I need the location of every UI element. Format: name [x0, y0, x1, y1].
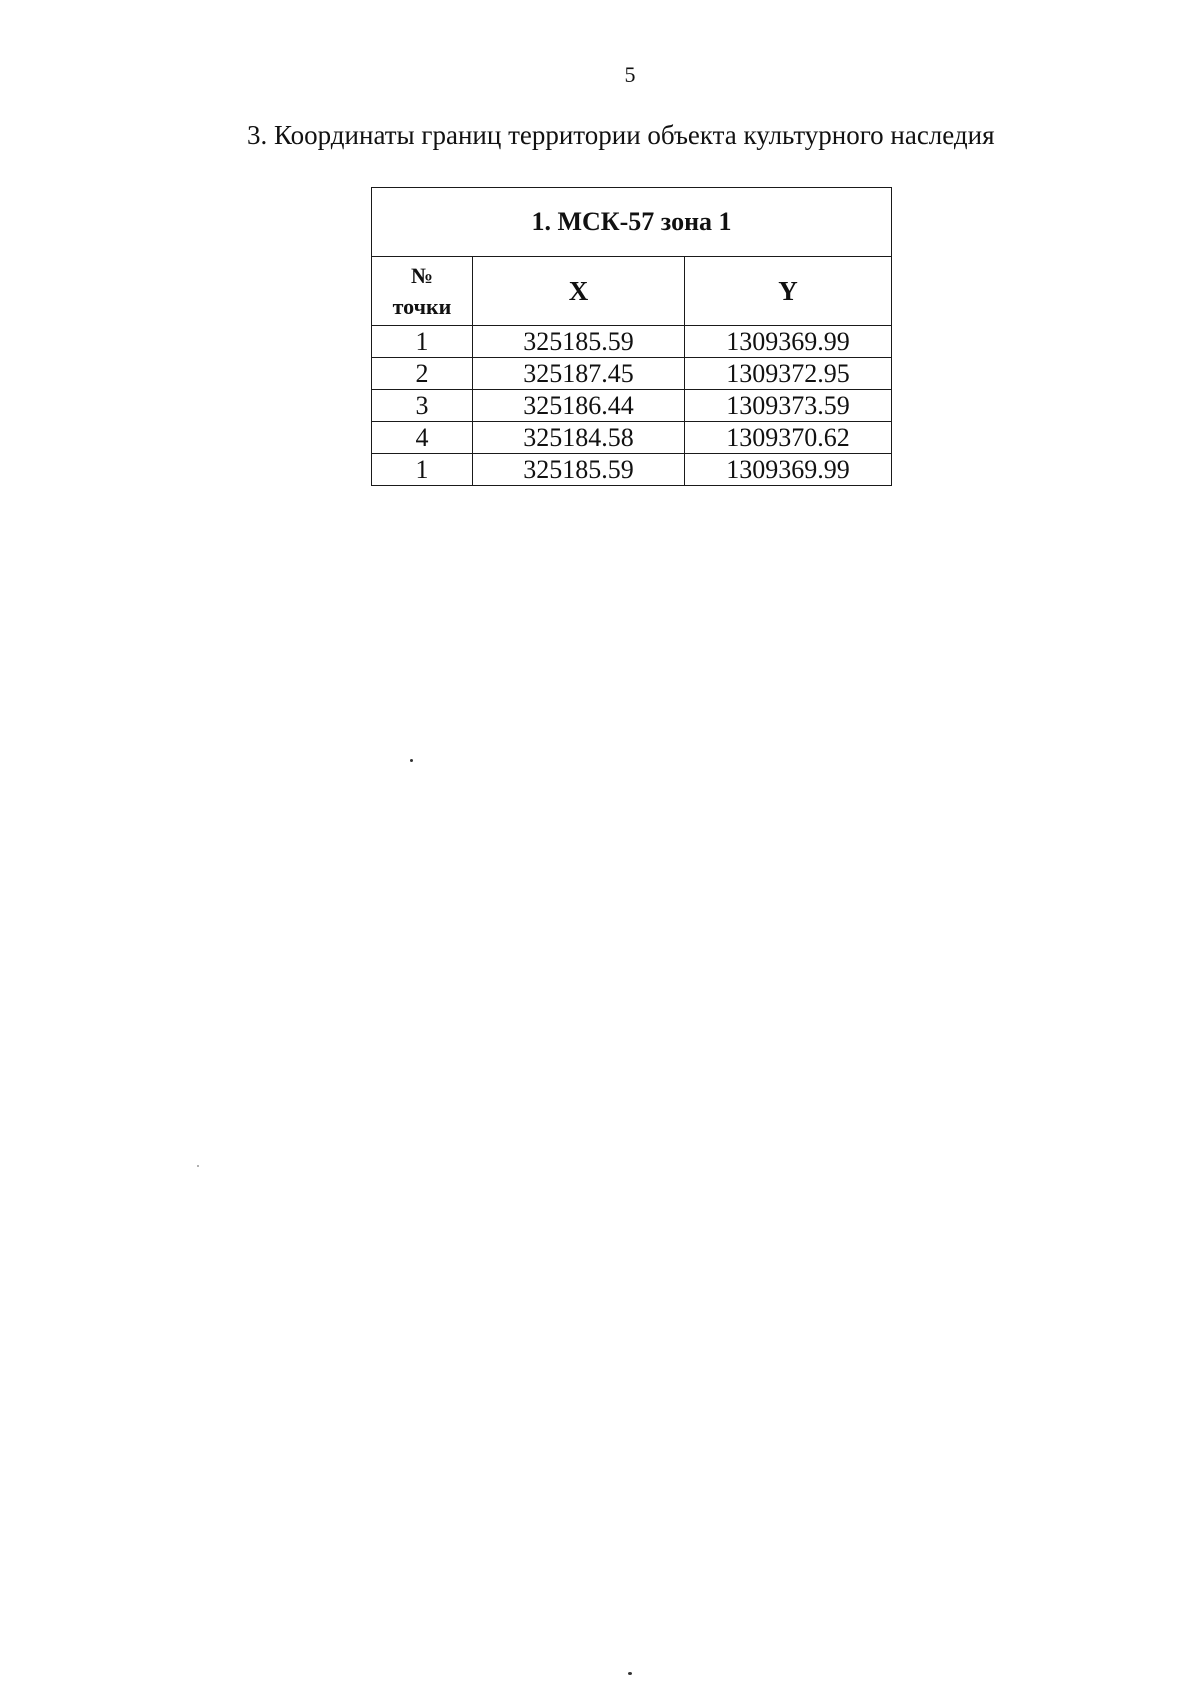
- point-cell: 2: [372, 358, 473, 390]
- y-cell: 1309373.59: [685, 390, 892, 422]
- point-number-header: [372, 257, 473, 326]
- table-header-row: [372, 257, 892, 326]
- y-cell: 1309370.62: [685, 422, 892, 454]
- point-cell: 4: [372, 422, 473, 454]
- table-row: [372, 326, 892, 358]
- table-row: [372, 454, 892, 486]
- point-cell: 3: [372, 390, 473, 422]
- table-row: [372, 422, 892, 454]
- y-header: Y: [685, 257, 892, 326]
- y-cell: 1309372.95: [685, 358, 892, 390]
- zone-title: 1. МСК-57 зона 1: [372, 188, 892, 257]
- x-cell: 325186.44: [473, 390, 685, 422]
- point-number-header-symbol: №: [410, 263, 434, 288]
- y-cell: 1309369.99: [685, 454, 892, 486]
- x-cell: 325185.59: [473, 454, 685, 486]
- section-heading: 3. Координаты границ территории объекта культурного наследия: [247, 120, 995, 150]
- table-row: [372, 358, 892, 390]
- x-cell: 325184.58: [473, 422, 685, 454]
- table-title-row: [372, 188, 892, 257]
- scan-speck: [197, 1165, 199, 1167]
- point-number-header-word: точки: [392, 294, 452, 319]
- coordinates-table: [371, 187, 892, 486]
- point-cell: 1: [372, 454, 473, 486]
- scan-speck: [410, 759, 413, 762]
- scan-speck: [628, 1672, 632, 1675]
- point-cell: 1: [372, 326, 473, 358]
- page-number: 5: [624, 62, 636, 87]
- y-cell: 1309369.99: [685, 326, 892, 358]
- x-cell: 325185.59: [473, 326, 685, 358]
- x-cell: 325187.45: [473, 358, 685, 390]
- x-header: X: [473, 257, 685, 326]
- table-row: [372, 390, 892, 422]
